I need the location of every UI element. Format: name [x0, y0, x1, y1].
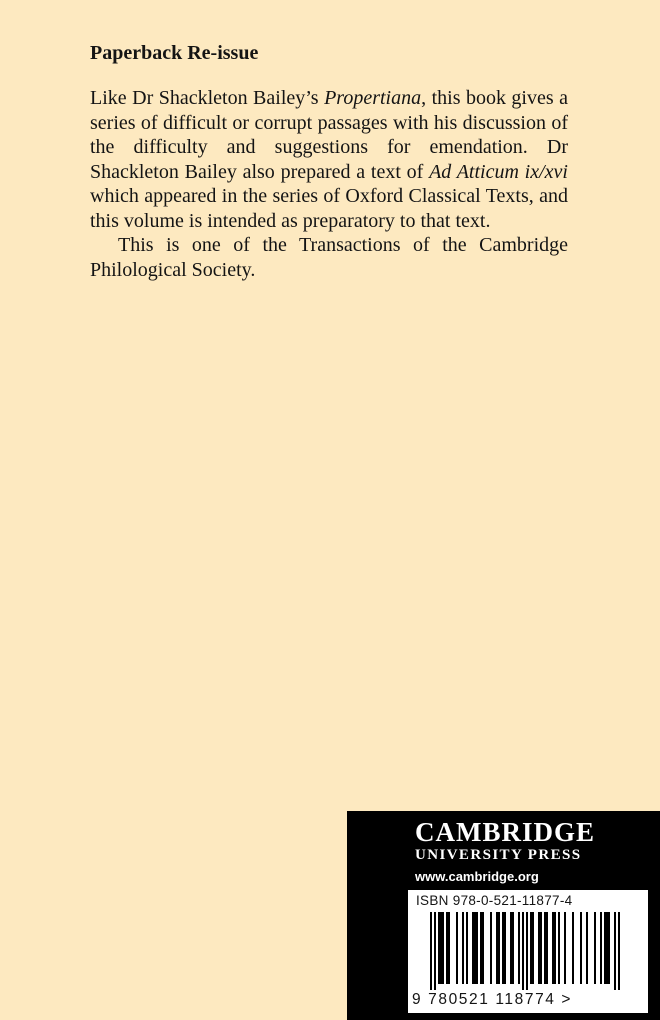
- isbn-label: ISBN 978-0-521-11877-4: [416, 893, 573, 908]
- barcode-bar: [466, 912, 468, 984]
- barcode-bar: [434, 912, 436, 990]
- barcode-bar: [502, 912, 504, 984]
- book-title-ad-atticum: Ad Atticum ix/xvi: [429, 160, 568, 183]
- barcode-bar: [462, 912, 464, 984]
- barcode-digits: 9 780521 118774 >: [412, 991, 573, 1008]
- barcode-bar: [552, 912, 554, 984]
- barcode-bar: [538, 912, 540, 984]
- barcode-bar: [564, 912, 566, 984]
- blurb-text-run: which appeared in the series of Oxford Classical Texts, and this volume is intended as preparatory to that text.: [90, 185, 568, 232]
- barcode-bar: [496, 912, 498, 984]
- blurb-text-run: , this book gives a series of difficult or corrupt passages with his discussion of the difficulty and suggestions for emendation. Dr Shackleton Bailey also prepared a text of: [90, 87, 568, 183]
- barcode-bar: [540, 912, 542, 984]
- barcode-bar: [482, 912, 484, 984]
- barcode-bar: [490, 912, 492, 984]
- barcode-bar: [586, 912, 588, 984]
- barcode-bar: [512, 912, 514, 984]
- barcode-bar: [594, 912, 596, 984]
- barcode-bar: [580, 912, 582, 984]
- barcode-bar: [430, 912, 432, 990]
- barcode-bar: [472, 912, 474, 984]
- book-title-propertiana: Propertiana: [324, 87, 422, 109]
- barcode-bar: [448, 912, 450, 984]
- barcode-bars: [414, 912, 640, 992]
- barcode-bar: [532, 912, 534, 984]
- barcode-bar: [608, 912, 610, 984]
- barcode-bar: [614, 912, 616, 990]
- barcode-bar: [518, 912, 520, 984]
- barcode-bar: [522, 912, 524, 990]
- barcode-bar: [546, 912, 548, 984]
- barcode-bar: [504, 912, 506, 984]
- barcode-bar: [438, 912, 440, 984]
- barcode-bar: [572, 912, 574, 984]
- barcode-bar: [600, 912, 602, 984]
- barcode-bar: [526, 912, 528, 990]
- barcode-bar: [604, 912, 606, 984]
- blurb-text: [90, 86, 568, 282]
- barcode-bar: [530, 912, 532, 984]
- publisher-panel: [347, 811, 660, 1020]
- barcode-bar: [480, 912, 482, 984]
- barcode: [408, 890, 648, 1013]
- barcode-bar: [440, 912, 442, 984]
- barcode-bar: [618, 912, 620, 990]
- barcode-bar: [442, 912, 444, 984]
- barcode-bar: [446, 912, 448, 984]
- barcode-bar: [474, 912, 476, 984]
- blurb-paragraph-1: [90, 86, 568, 233]
- barcode-bar: [554, 912, 556, 984]
- barcode-bar: [456, 912, 458, 984]
- section-heading: Paperback Re-issue: [90, 42, 259, 64]
- barcode-bar: [510, 912, 512, 984]
- barcode-bar: [558, 912, 560, 984]
- publisher-subtitle: UNIVERSITY PRESS: [415, 847, 582, 863]
- barcode-bar: [498, 912, 500, 984]
- barcode-bar: [544, 912, 546, 984]
- publisher-url: www.cambridge.org: [415, 869, 539, 884]
- barcode-bar: [606, 912, 608, 984]
- publisher-name: CAMBRIDGE: [415, 817, 596, 847]
- blurb-text-run: Like Dr Shackleton Bailey’s: [90, 87, 325, 109]
- blurb-paragraph-2: This is one of the Transactions of the Cambridge Philological Society.: [90, 234, 568, 281]
- barcode-bar: [476, 912, 478, 984]
